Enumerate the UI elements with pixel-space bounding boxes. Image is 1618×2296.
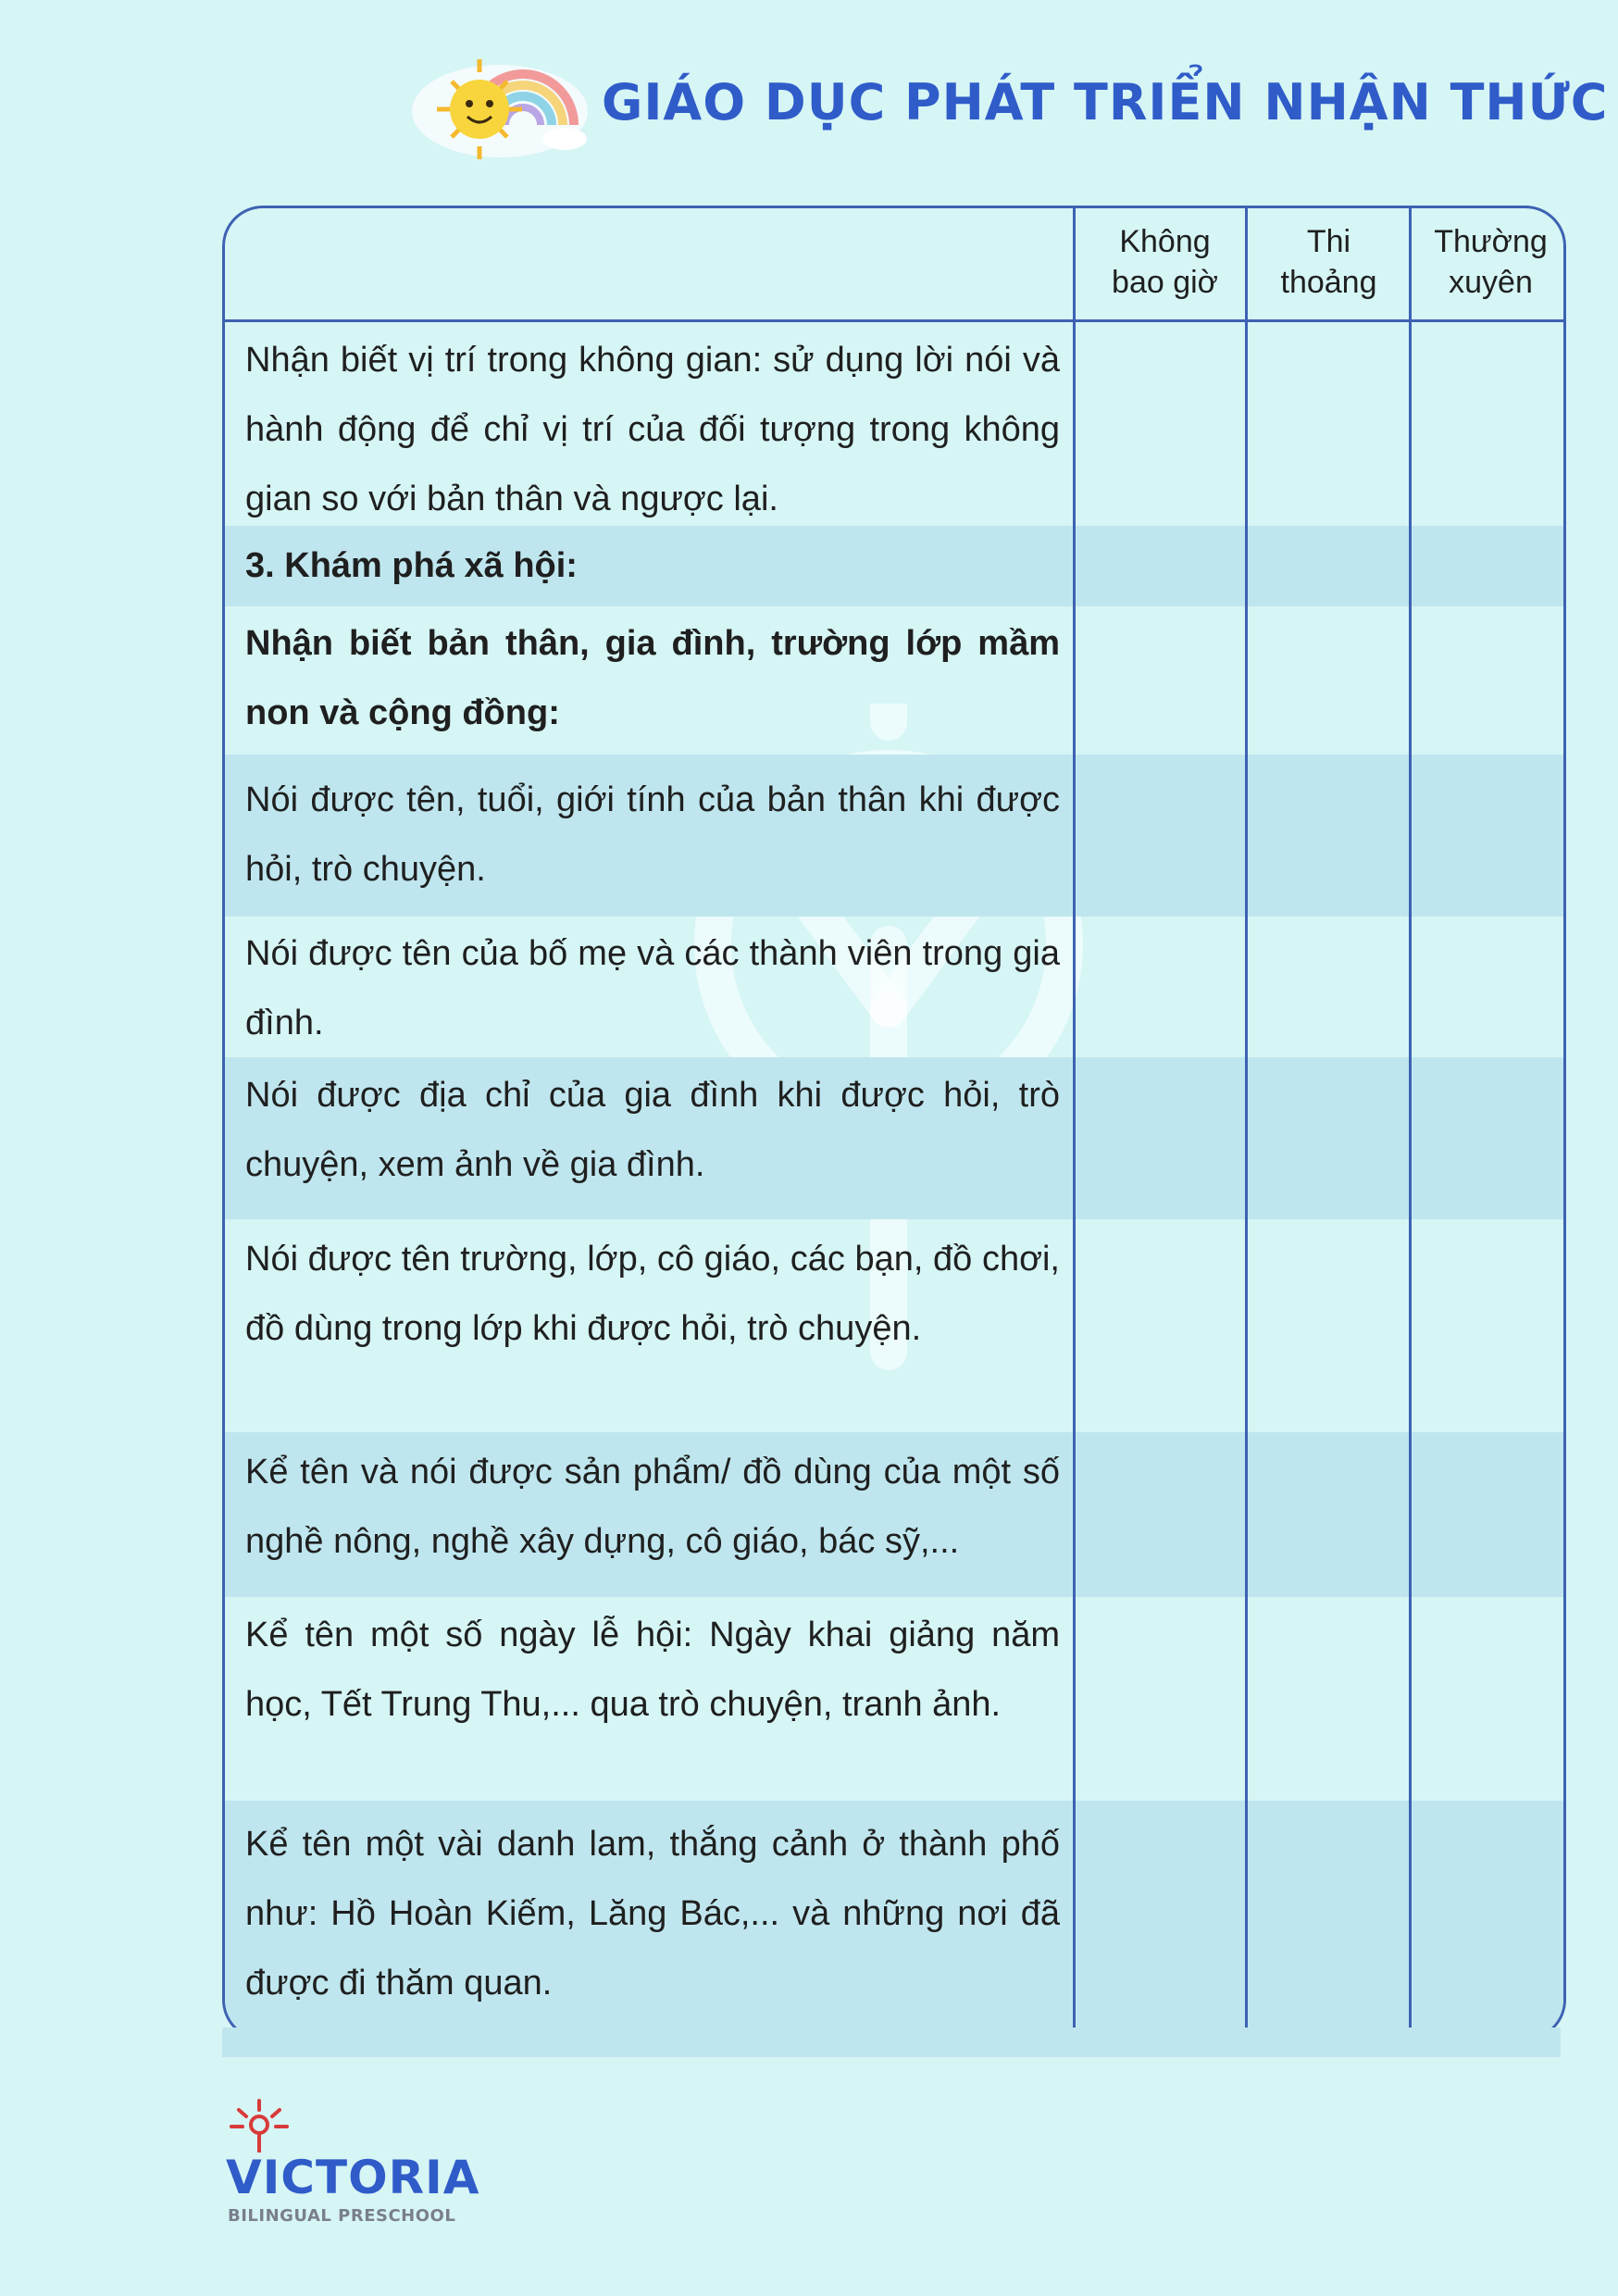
skills-table	[222, 206, 1566, 2040]
subsection-heading: Nhận biết bản thân, gia đình, trường lớp mầm non và cộng đồng:	[245, 624, 1060, 732]
table-row	[225, 755, 1563, 917]
table-row	[225, 917, 1563, 1057]
page-header	[407, 37, 1608, 167]
logo-subtitle: BILINGUAL PRESCHOOL	[228, 2206, 456, 2226]
sun-rainbow-icon	[407, 37, 592, 167]
column-divider	[1073, 208, 1076, 2038]
page-title: GIÁO DỤC PHÁT TRIỂN NHẬN THỨC	[602, 72, 1609, 131]
column-divider	[1409, 208, 1412, 2038]
table-row	[225, 1801, 1563, 2040]
table-row	[225, 322, 1563, 526]
column-divider	[1245, 208, 1248, 2038]
table-row	[225, 1219, 1563, 1432]
victoria-logo	[226, 2097, 480, 2227]
table-row	[225, 606, 1563, 755]
column-header-often: Thường xuyên	[1434, 224, 1548, 300]
row-text: Nói được tên, tuổi, giới tính của bản thân khi được hỏi, trò chuyện.	[245, 780, 1060, 889]
flower-icon	[222, 2097, 296, 2152]
row-text: Nói được địa chỉ của gia đình khi được hỏi, trò chuyện, xem ảnh về gia đình.	[245, 1076, 1060, 1184]
row-text: Kể tên một vài danh lam, thắng cảnh ở thành phố như: Hồ Hoàn Kiếm, Lăng Bác,... và những nơi đã được đi thăm quan.	[245, 1825, 1060, 2003]
table-row	[225, 1597, 1563, 1801]
row-text: Nhận biết vị trí trong không gian: sử dụng lời nói và hành động để chỉ vị trí của đối tượng trong không gian so với bản thân và ngược lại.	[245, 341, 1060, 518]
table-row	[225, 526, 1563, 606]
row-text: Nói được tên của bố mẹ và các thành viên trong gia đình.	[245, 934, 1060, 1042]
row-text: Kể tên và nói được sản phẩm/ đồ dùng của một số nghề nông, nghề xây dựng, cô giáo, bác sỹ,...	[245, 1453, 1060, 1561]
logo-name: VICTORIA	[226, 2151, 480, 2204]
row-text: Kể tên một số ngày lễ hội: Ngày khai giảng năm học, Tết Trung Thu,... qua trò chuyện, tranh ảnh.	[245, 1616, 1060, 1724]
table-row	[225, 1432, 1563, 1597]
column-header-never: Không bao giờ	[1112, 224, 1218, 300]
row-text: Nói được tên trường, lớp, cô giáo, các bạn, đồ chơi, đồ dùng trong lớp khi được hỏi, trò chuyện.	[245, 1240, 1060, 1348]
column-header-sometimes: Thi thoảng	[1280, 224, 1377, 300]
table-row	[225, 1057, 1563, 1219]
section-heading: 3. Khám phá xã hội:	[245, 546, 578, 585]
table-bottom-strip	[222, 2028, 1561, 2057]
